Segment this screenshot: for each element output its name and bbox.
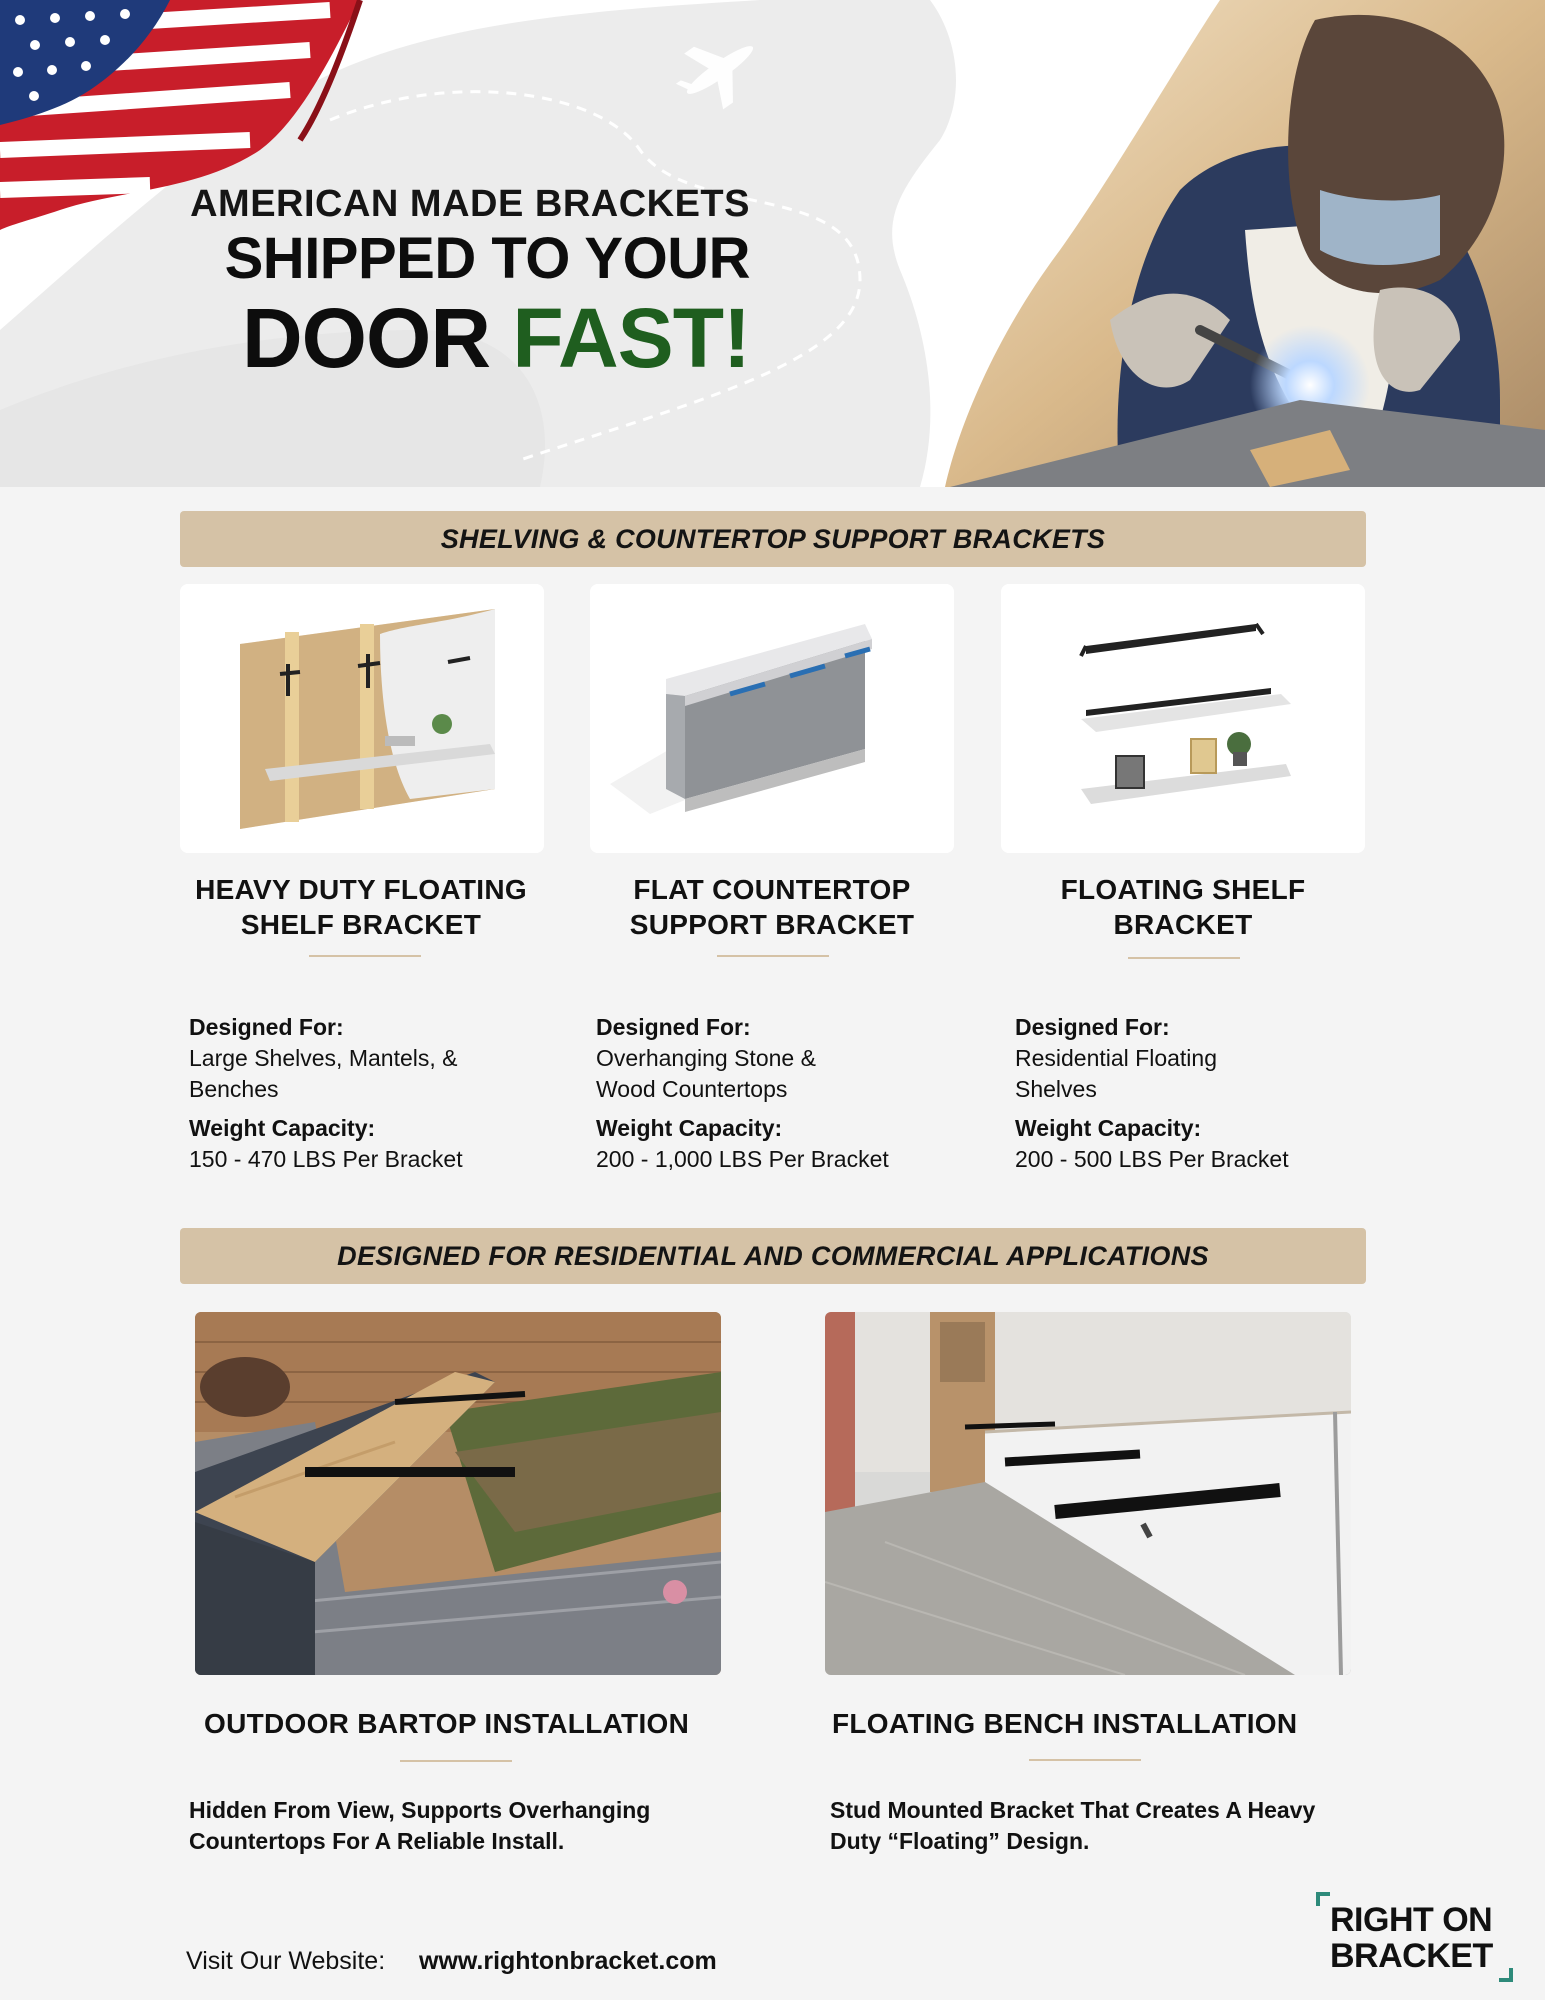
section-header-brackets — [180, 511, 1366, 567]
photo-outdoor-bartop — [195, 1312, 721, 1675]
brand-logo — [1312, 1888, 1517, 1986]
product-specs-heavy-duty: Designed For: Large Shelves, Mantels, & Benches Weight Capacity: 150 - 470 LBS Per Bracket — [189, 1014, 463, 1172]
logo-text: RIGHT ON BRACKET — [1330, 1901, 1493, 1975]
product-title-floating-shelf: FLOATING SHELF BRACKET — [1060, 874, 1306, 940]
divider — [1128, 957, 1240, 959]
hero-banner — [0, 0, 1545, 487]
hero-line-3 — [110, 290, 750, 386]
hero-line-1: AMERICAN MADE BRACKETS — [190, 183, 750, 225]
website-link[interactable]: www.rightonbracket.com — [419, 1947, 717, 1975]
logo-corner-bottom-right — [1499, 1968, 1513, 1982]
product-title-countertop: FLAT COUNTERTOP SUPPORT BRACKET — [629, 874, 915, 940]
product-specs-countertop: Designed For: Overhanging Stone & Wood Countertops Weight Capacity: 200 - 1,000 LBS Per Bracket — [596, 1014, 889, 1172]
install-desc-floating-bench: Stud Mounted Bracket That Creates A Heavy Duty “Floating” Design. — [830, 1797, 1316, 1854]
install-title-outdoor-bartop: OUTDOOR BARTOP INSTALLATION — [204, 1708, 690, 1739]
divider — [400, 1760, 512, 1762]
install-desc-outdoor-bartop: Hidden From View, Supports Overhanging Countertops For A Reliable Install. — [189, 1797, 651, 1854]
install-title-floating-bench: FLOATING BENCH INSTALLATION — [832, 1708, 1298, 1739]
hero-line-2: SHIPPED TO YOUR — [224, 226, 750, 291]
hero-word-door: DOOR — [242, 291, 490, 385]
section-header-applications — [180, 1228, 1366, 1284]
divider — [1029, 1759, 1141, 1761]
photo-floating-bench — [825, 1312, 1351, 1675]
hero-word-fast: FAST! — [512, 291, 750, 385]
visit-website-label: Visit Our Website: — [186, 1947, 386, 1975]
floating-bench-photo — [825, 1312, 1351, 1675]
product-image-countertop — [590, 584, 954, 853]
divider — [309, 955, 421, 957]
section-header-brackets-text: SHELVING & COUNTERTOP SUPPORT BRACKETS — [440, 523, 1106, 554]
product-title-heavy-duty: HEAVY DUTY FLOATING SHELF BRACKET — [195, 874, 527, 940]
divider — [717, 955, 829, 957]
countertop-bracket-illustration — [590, 584, 954, 853]
product-specs-floating-shelf: Designed For: Residential Floating Shelves Weight Capacity: 200 - 500 LBS Per Bracket — [1015, 1014, 1289, 1172]
product-image-heavy-duty — [180, 584, 544, 853]
outdoor-bartop-photo — [195, 1312, 721, 1675]
floating-shelf-bracket-illustration — [1001, 584, 1365, 853]
heavy-duty-bracket-illustration — [180, 584, 544, 853]
hero-headline — [110, 180, 750, 386]
section-header-applications-text: DESIGNED FOR RESIDENTIAL AND COMMERCIAL APPLICATIONS — [337, 1240, 1209, 1271]
product-image-floating-shelf — [1001, 584, 1365, 853]
logo-corner-top-left — [1316, 1892, 1330, 1906]
